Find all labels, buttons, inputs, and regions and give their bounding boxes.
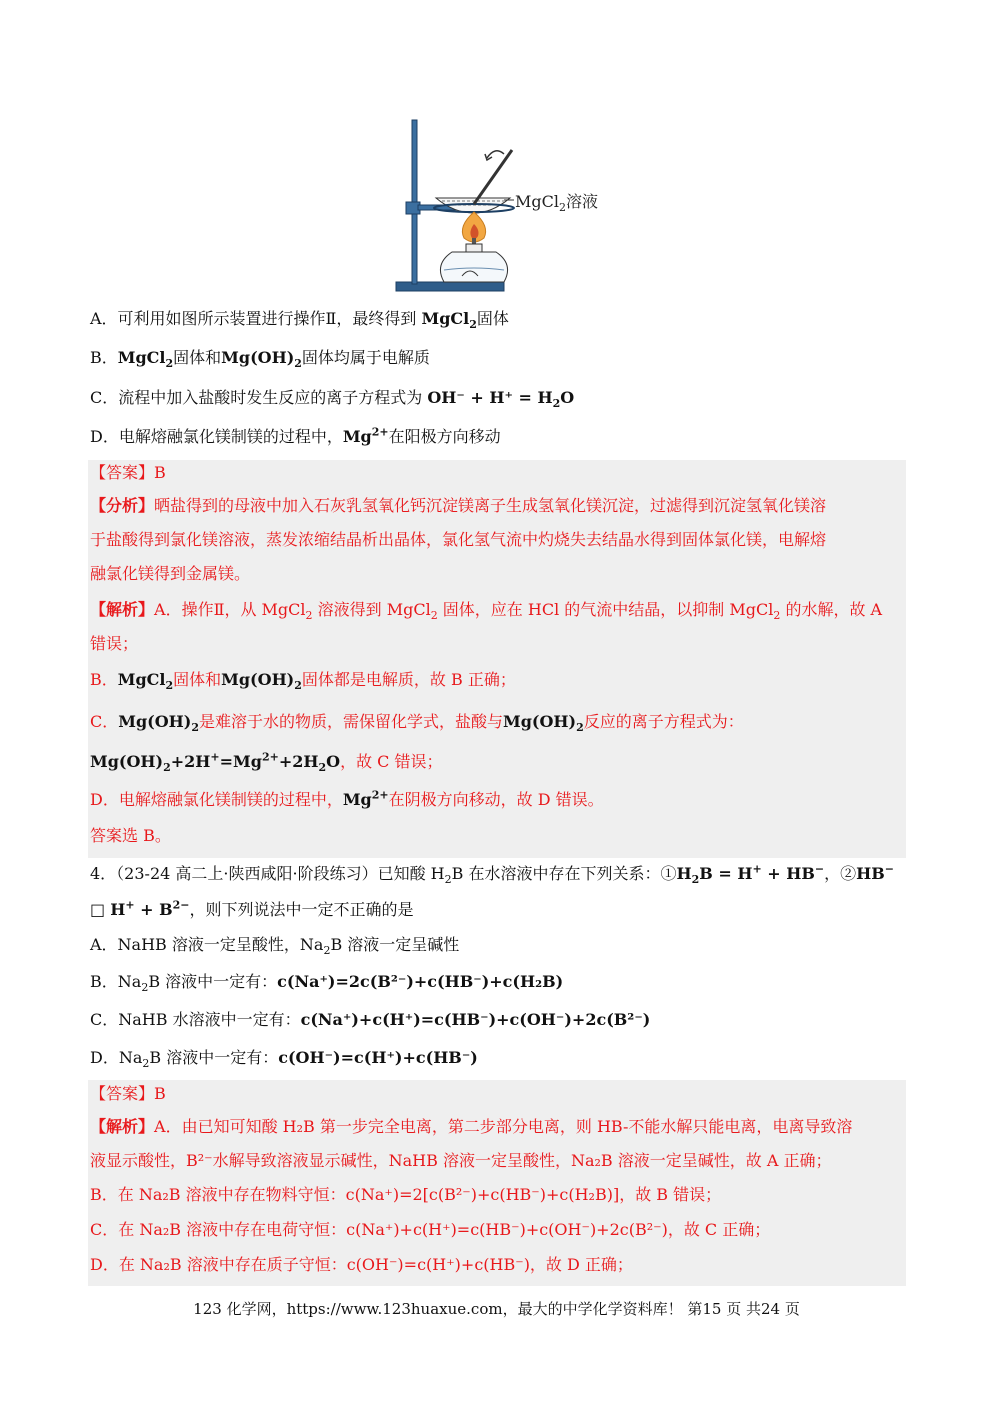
q3-explain-a-line-1: 【解析】A．操作Ⅱ，从 MgCl$_2$ 溶液得到 MgCl$_2$ 固体，应在 HCl 的气流中结晶，以抑制 MgCl$_2$ 的水解，故 A — [90, 600, 883, 623]
q3-explain-d: D．电解熔融氯化镁制镁的过程中，$Mg^{2+}$在阴极方向移动，故 D 错误。 — [90, 788, 604, 809]
q4-option-c: C．NaHB 水溶液中一定有：c(Na⁺)+c(H⁺)=c(HB⁻)+c(OH⁻)+2c(B²⁻) — [90, 1010, 651, 1029]
q4-stem-line-2: □ $H^+ + B^{2-}$，则下列说法中一定不正确的是 — [90, 898, 414, 919]
q3-option-d: D．电解熔融氯化镁制镁的过程中，$Mg^{2+}$在阳极方向移动 — [90, 425, 501, 446]
q4-explain-c: C．在 Na₂B 溶液中存在电荷守恒：c(Na⁺)+c(H⁺)=c(HB⁻)+c(OH⁻)+2c(B²⁻)，故 C 正确； — [90, 1220, 771, 1239]
q4-explain-b: B．在 Na₂B 溶液中存在物料守恒：c(Na⁺)=2[c(B²⁻)+c(HB⁻)+c(H₂B)]，故 B 错误； — [90, 1185, 722, 1204]
q4-explain-d: D．在 Na₂B 溶液中存在质子守恒：c(OH⁻)=c(H⁺)+c(HB⁻)，故 D 正确； — [90, 1255, 633, 1274]
q3-explain-b: B．MgCl$_2$固体和$Mg(OH)_2$固体都是电解质，故 B 正确； — [90, 670, 516, 693]
q3-option-c: C．流程中加入盐酸时发生反应的离子方程式为 $OH^- + H^+ = H_2O$ — [90, 388, 575, 411]
q4-stem-line-1: 4．（23-24 高二上·陕西咸阳·阶段练习）已知酸 $H_2B$ 在水溶液中存在下列关系：$①H_2B = H^+ + HB^-$，②HB− — [90, 862, 894, 887]
q3-analysis-line-3: 融氯化镁得到金属镁。 — [90, 564, 251, 583]
q4-option-d: D．$Na_2B$ 溶液中一定有：c(OH⁻)=c(H⁺)+c(HB⁻) — [90, 1048, 478, 1071]
evaporation-apparatus-figure — [392, 116, 607, 298]
q4-explain-a-line-2: 液显示酸性，B²⁻水解导致溶液显示碱性，NaHB 溶液一定呈酸性，Na₂B 溶液一定呈碱性，故 A 正确； — [90, 1151, 832, 1170]
figure-label-mgcl2-solution: MgCl$_2$溶液 — [515, 192, 598, 215]
q4-option-b: B．$Na_2B$ 溶液中一定有：c(Na⁺)=2c(B²⁻)+c(HB⁻)+c(H₂B) — [90, 972, 564, 995]
q4-option-a: A．NaHB 溶液一定呈酸性，$Na_2B$ 溶液一定呈碱性 — [90, 935, 460, 958]
q3-answer: 【答案】B — [90, 463, 166, 482]
q4-answer: 【答案】B — [90, 1084, 166, 1103]
q3-analysis-line-1: 【分析】晒盐得到的母液中加入石灰乳氢氧化钙沉淀镁离子生成氢氧化镁沉淀，过滤得到沉淀氢氧化镁溶 — [90, 496, 827, 515]
page-footer: 123 化学网，https://www.123huaxue.com，最大的中学化学资料库！ 第15 页 共24 页 — [193, 1300, 800, 1318]
q3-analysis-line-2: 于盐酸得到氯化镁溶液，蒸发浓缩结晶析出晶体，氯化氢气流中灼烧失去结晶水得到固体氯化镁，电解熔 — [90, 530, 827, 549]
q4-explain-a-line-1: 【解析】A．由已知可知酸 H₂B 第一步完全电离，第二步部分电离，则 HB-不能水解只能电离，电离导致溶 — [90, 1117, 853, 1136]
q3-explain-c: C．$Mg(OH)_2$是难溶于水的物质，需保留化学式，盐酸与$Mg(OH)_2$反应的离子方程式为： — [90, 712, 744, 735]
q3-explain-a-line-2: 错误； — [90, 634, 139, 653]
q3-explain-c-equation: $Mg(OH)_2+2H^+=Mg^{2+}+2H_2O$，故 C 错误； — [90, 750, 443, 775]
q3-final-answer: 答案选 B。 — [90, 826, 171, 845]
q3-option-a: A．可利用如图所示装置进行操作Ⅱ，最终得到 MgCl$_2$固体 — [90, 309, 509, 332]
q3-option-b: B．MgCl$_2$固体和$Mg(OH)_2$固体均属于电解质 — [90, 348, 430, 371]
